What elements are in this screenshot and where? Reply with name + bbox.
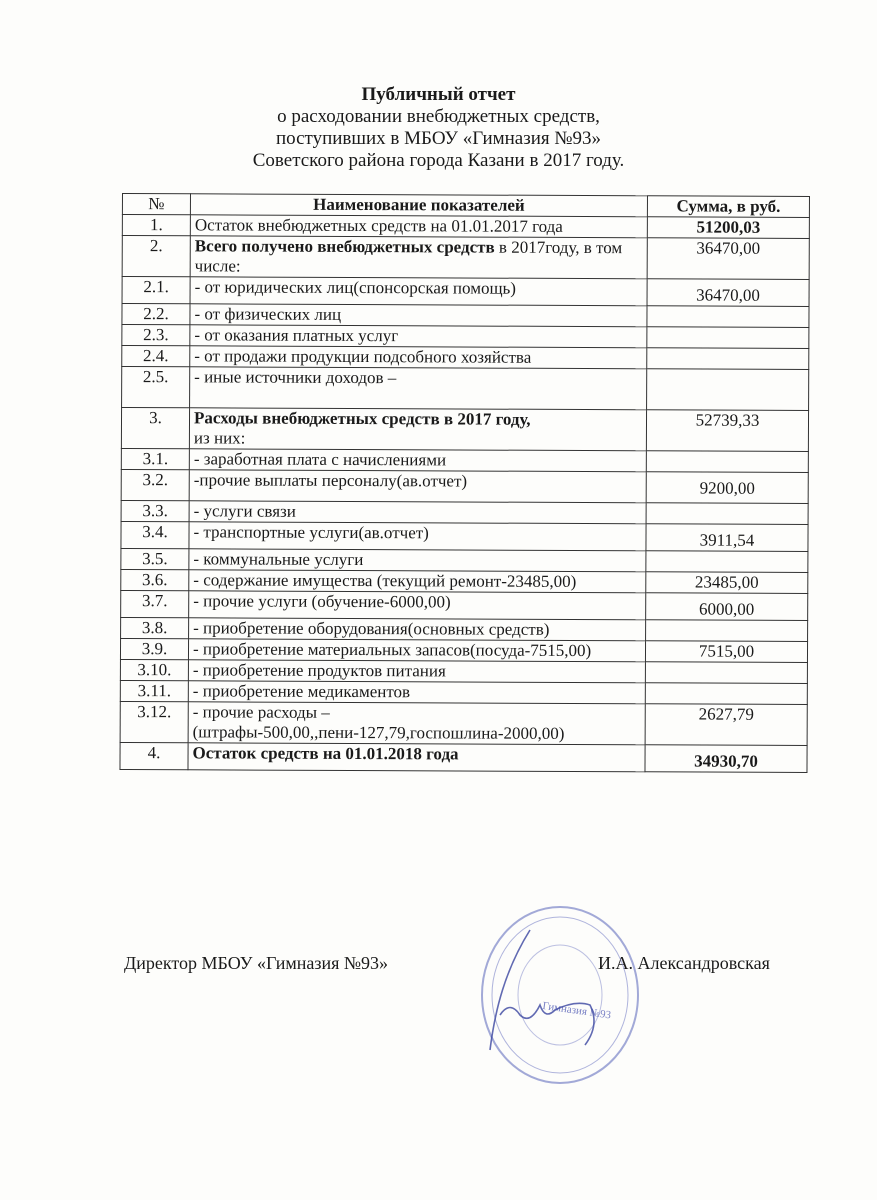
row-label: - прочие услуги (обучение-6000,00) xyxy=(189,591,646,620)
table-row xyxy=(122,236,809,280)
row-number: 2.5. xyxy=(122,367,190,408)
row-number: 2.4. xyxy=(122,346,190,367)
signature-name: И.А. Александровская xyxy=(598,953,770,973)
table-row xyxy=(121,548,808,572)
row-label: - содержание имущества (текущий ремонт-23485,00) xyxy=(189,570,646,593)
row-sum: 23485,00 xyxy=(646,572,808,594)
report-title: Публичный отчет xyxy=(361,84,516,105)
table-row xyxy=(121,590,808,620)
row-label xyxy=(188,743,645,772)
table-row xyxy=(122,325,809,349)
row-number: 2. xyxy=(122,236,190,277)
row-label-rest: из них: xyxy=(193,428,246,448)
row-sum xyxy=(646,503,808,525)
row-label: - от оказания платных услуг xyxy=(190,325,647,348)
row-number: 3.8. xyxy=(121,617,189,638)
row-number: 3.3. xyxy=(121,500,189,521)
row-label: - иные источники доходов – xyxy=(190,367,647,410)
row-label-bold: Остаток средств на 01.01.2018 года xyxy=(192,743,459,764)
row-number: 3.7. xyxy=(121,590,189,617)
row-number: 3.2. xyxy=(121,469,189,500)
row-number: 3.10. xyxy=(120,659,188,680)
report-subtitle-3: Советского района города Казани в 2017 году. xyxy=(252,150,625,171)
row-label xyxy=(190,236,647,279)
table-header-row xyxy=(122,194,809,218)
table-row xyxy=(122,304,809,328)
row-sum xyxy=(645,662,807,684)
row-sum: 34930,70 xyxy=(645,745,807,773)
row-number: 3.11. xyxy=(120,680,188,701)
row-number: 3.6. xyxy=(121,569,189,590)
row-label xyxy=(189,408,646,451)
col-name-header: Наименование показателей xyxy=(190,194,647,217)
row-sum xyxy=(647,369,809,411)
table-row xyxy=(122,346,809,370)
table-row xyxy=(122,367,809,411)
row-sum xyxy=(646,620,808,642)
row-number: 2.1. xyxy=(122,277,190,304)
row-sum: 3911,54 xyxy=(646,524,808,552)
row-number: 1. xyxy=(122,215,190,236)
col-sum-header: Сумма, в руб. xyxy=(647,196,809,218)
table-row xyxy=(121,500,808,524)
row-sum: 36470,00 xyxy=(647,279,809,307)
signature-position: Директор МБОУ «Гимназия №93» xyxy=(124,953,389,973)
row-label: - приобретение оборудования(основных средств) xyxy=(189,618,646,641)
row-label: - приобретение продуктов питания xyxy=(188,660,645,683)
row-sum: 36470,00 xyxy=(647,238,809,280)
row-number: 3. xyxy=(121,408,189,449)
row-sum: 7515,00 xyxy=(645,641,807,663)
row-sum xyxy=(646,451,808,473)
report-subtitle-1: о расходовании внебюджетных средств, xyxy=(277,106,600,127)
table-row xyxy=(121,408,808,452)
table-row xyxy=(122,215,809,239)
report-header xyxy=(0,84,877,172)
row-number: 3.1. xyxy=(121,448,189,469)
row-label: - приобретение материальных запасов(посуда-7515,00) xyxy=(188,639,645,662)
svg-text:Гимназия №93: Гимназия №93 xyxy=(541,999,612,1022)
row-number: 3.9. xyxy=(120,638,188,659)
report-table xyxy=(119,193,810,773)
row-number: 2.3. xyxy=(122,325,190,346)
table-row xyxy=(121,469,808,503)
row-sum xyxy=(647,327,809,349)
row-label: - от продажи продукции подсобного хозяйства xyxy=(190,346,647,369)
table-row xyxy=(122,277,809,307)
row-label: - заработная плата с начислениями xyxy=(189,449,646,472)
row-label: - услуги связи xyxy=(189,501,646,524)
row-label: - коммунальные услуги xyxy=(189,549,646,572)
row-number: 4. xyxy=(120,742,188,769)
report-subtitle-2: поступивших в МБОУ «Гимназия №93» xyxy=(275,128,602,149)
row-label: - приобретение медикаментов xyxy=(188,681,645,704)
row-label: - от юридических лиц(спонсорская помощь) xyxy=(190,277,647,306)
table-row xyxy=(121,448,808,472)
table-row xyxy=(121,569,808,593)
row-sum: 6000,00 xyxy=(646,593,808,621)
table-row xyxy=(120,742,807,772)
table-row xyxy=(121,521,808,551)
row-label-bold: Расходы внебюджетных средств в 2017 году, xyxy=(193,408,531,429)
row-number: 3.4. xyxy=(121,521,189,548)
row-sum: 51200,03 xyxy=(647,217,809,239)
col-num-header: № xyxy=(122,194,190,215)
table-row xyxy=(120,659,807,683)
row-label: -прочие выплаты персоналу(ав.отчет) xyxy=(189,470,646,503)
table-row xyxy=(121,617,808,641)
table-row xyxy=(120,701,807,745)
row-sum: 52739,33 xyxy=(646,410,808,452)
row-label: Остаток внебюджетных средств на 01.01.2017 года xyxy=(190,215,647,238)
official-stamp-icon xyxy=(450,900,650,1090)
row-label-bold: Всего получено внебюджетных средств xyxy=(194,236,495,257)
row-label-rest: в 2017году, в том числе: xyxy=(194,237,623,276)
row-number: 3.5. xyxy=(121,548,189,569)
row-label: - прочие расходы – (штрафы-500,00,,пени-127,79,госпошлина-2000,00) xyxy=(188,702,645,745)
row-sum: 2627,79 xyxy=(645,704,807,746)
row-sum xyxy=(647,306,809,328)
row-label: - от физических лиц xyxy=(190,304,647,327)
row-sum xyxy=(645,683,807,705)
table-row xyxy=(120,680,807,704)
row-label: - транспортные услуги(ав.отчет) xyxy=(189,522,646,551)
row-sum xyxy=(647,348,809,370)
row-number: 3.12. xyxy=(120,701,188,742)
row-number: 2.2. xyxy=(122,304,190,325)
row-sum xyxy=(646,551,808,573)
table-row xyxy=(120,638,807,662)
row-sum: 9200,00 xyxy=(646,472,808,504)
